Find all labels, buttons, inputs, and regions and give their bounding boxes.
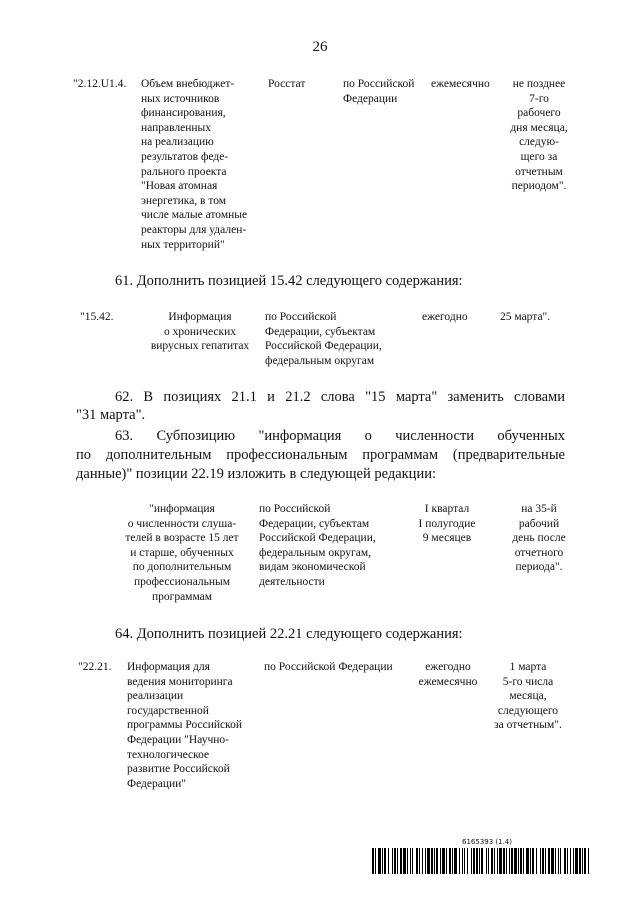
barcode-bar: [479, 848, 480, 874]
barcode-bar: [427, 848, 430, 874]
deadline: 1 марта 5-го числа месяца, следующего за отчетным".: [494, 661, 562, 732]
barcode-bar: [372, 848, 374, 874]
barcode-bar: [588, 848, 589, 874]
barcode-bar: [494, 848, 495, 874]
data-level: по Российской Федерации: [264, 661, 393, 673]
paragraph-61: 61. Дополнить позицией 15.42 следующего содержания:: [115, 273, 463, 289]
barcode-bar: [462, 848, 463, 874]
barcode-bar: [440, 848, 441, 874]
barcode-bar: [473, 848, 475, 874]
document-id: 6165393 (1.4): [462, 838, 512, 846]
barcode-bar: [436, 848, 438, 874]
indicator-name: Объем внебюджет- ных источников финансирования, направленных на реализацию результатов феде- рального проекта "Новая атомная энергетика, в том числе малые атомные реакторы для удален- ных территорий": [141, 78, 248, 251]
barcode-bar: [540, 848, 541, 874]
barcode-bar: [378, 848, 381, 874]
barcode-bar: [530, 848, 531, 874]
barcode-bar: [567, 848, 568, 874]
barcode-bar: [476, 848, 478, 874]
barcode-bar: [375, 848, 376, 874]
barcode-bar: [575, 848, 578, 874]
barcode-bar: [548, 848, 550, 874]
paragraph-64: 64. Дополнить позицией 22.21 следующего содержания:: [115, 626, 463, 642]
barcode-bar: [532, 848, 534, 874]
data-level: по Российской Федерации, субъектам Российской Федерации, федеральным округам, видам экономической деятельности: [259, 503, 376, 588]
barcode-bar: [536, 848, 537, 874]
deadline: на 35-й рабочий день после отчетного периода".: [512, 503, 566, 574]
barcode-bar: [403, 848, 406, 874]
barcode-bar: [491, 848, 493, 874]
barcode-bar: [452, 848, 453, 874]
barcode-bar: [394, 848, 396, 874]
reporting-periods: I квартал I полугодие 9 месяцев: [418, 503, 476, 545]
paragraph-63-line-2: по дополнительным профессиональным программам (предварительные: [76, 447, 565, 463]
deadline: не позднее 7-го рабочего дня месяца, следую- щего за отчетным периодом".: [510, 78, 568, 193]
frequency: ежемесячно: [431, 78, 490, 90]
paragraph-63-line-1: 63. Субпозицию "информация о численности обученных: [115, 428, 565, 444]
row-code: "15.42.: [80, 311, 114, 323]
barcode-bar: [407, 848, 408, 874]
barcode-bar: [425, 848, 426, 874]
barcode-bar: [499, 848, 502, 874]
barcode-bar: [419, 848, 420, 874]
barcode-bar: [388, 848, 389, 874]
barcode: [372, 848, 590, 874]
frequency: ежегодно: [422, 311, 468, 323]
barcode-bar: [397, 848, 398, 874]
barcode-bar: [471, 848, 472, 874]
barcode-bar: [464, 848, 465, 874]
data-level: по Российской Федерации, субъектам Российской Федерации, федеральным округам: [265, 311, 382, 367]
paragraph-63-line-3: данные)" позиции 22.19 изложить в следующей редакции:: [76, 466, 436, 482]
barcode-bar: [434, 848, 435, 874]
barcode-bar: [488, 848, 489, 874]
barcode-bar: [422, 848, 423, 874]
indicator-name: Информация о хронических вирусных гепатитах: [150, 311, 250, 353]
barcode-bar: [558, 848, 559, 874]
barcode-bar: [551, 848, 554, 874]
barcode-bar: [382, 848, 383, 874]
barcode-bar: [392, 848, 393, 874]
barcode-bar: [410, 848, 411, 874]
barcode-bar: [481, 848, 483, 874]
barcode-bar: [564, 848, 566, 874]
row-code: "22.21.: [78, 661, 112, 673]
barcode-bar: [412, 848, 413, 874]
barcode-bar: [570, 848, 571, 874]
barcode-bar: [582, 848, 583, 874]
page-number: 26: [312, 39, 328, 55]
barcode-bar: [454, 848, 457, 874]
barcode-bar: [579, 848, 581, 874]
barcode-bar: [509, 848, 510, 874]
indicator-name: "информация о численности слуша- телей в возрасте 15 лет и старше, обученных по дополнительным профессиональным программам: [125, 503, 239, 603]
barcode-bar: [506, 848, 507, 874]
barcode-bar: [416, 848, 418, 874]
barcode-bar: [486, 848, 487, 874]
barcode-bar: [555, 848, 556, 874]
deadline: 25 марта".: [500, 311, 551, 323]
barcode-bar: [514, 848, 517, 874]
barcode-bar: [431, 848, 433, 874]
barcode-bar: [467, 848, 468, 874]
paragraph-62-line-2: "31 марта".: [76, 407, 146, 423]
barcode-bar: [503, 848, 505, 874]
barcode-bar: [584, 848, 586, 874]
responsible-agency: Росстат: [268, 78, 306, 90]
barcode-bar: [449, 848, 451, 874]
barcode-bar: [542, 848, 544, 874]
barcode-bar: [520, 848, 522, 874]
data-level: по Российской Федерации: [343, 78, 415, 105]
barcode-bar: [518, 848, 519, 874]
barcode-bar: [573, 848, 574, 874]
barcode-bar: [526, 848, 529, 874]
paragraph-62-line-1: 62. В позициях 21.1 и 21.2 слова "15 марта" заменить словами: [115, 389, 565, 405]
barcode-bar: [523, 848, 524, 874]
row-code: "2.12.U1.4.: [73, 78, 127, 90]
barcode-bar: [384, 848, 386, 874]
barcode-bar: [400, 848, 402, 874]
barcode-bar: [560, 848, 561, 874]
barcode-bar: [497, 848, 498, 874]
barcode-bar: [442, 848, 445, 874]
frequency: ежегодно ежемесячно: [418, 661, 478, 688]
barcode-bar: [545, 848, 546, 874]
barcode-bar: [446, 848, 447, 874]
indicator-name: Информация для ведения мониторинга реализации государственной программы Российской Федерации "Научно- технологическое развитие Российской Федерации": [127, 661, 243, 790]
barcode-bar: [459, 848, 460, 874]
barcode-bar: [511, 848, 513, 874]
